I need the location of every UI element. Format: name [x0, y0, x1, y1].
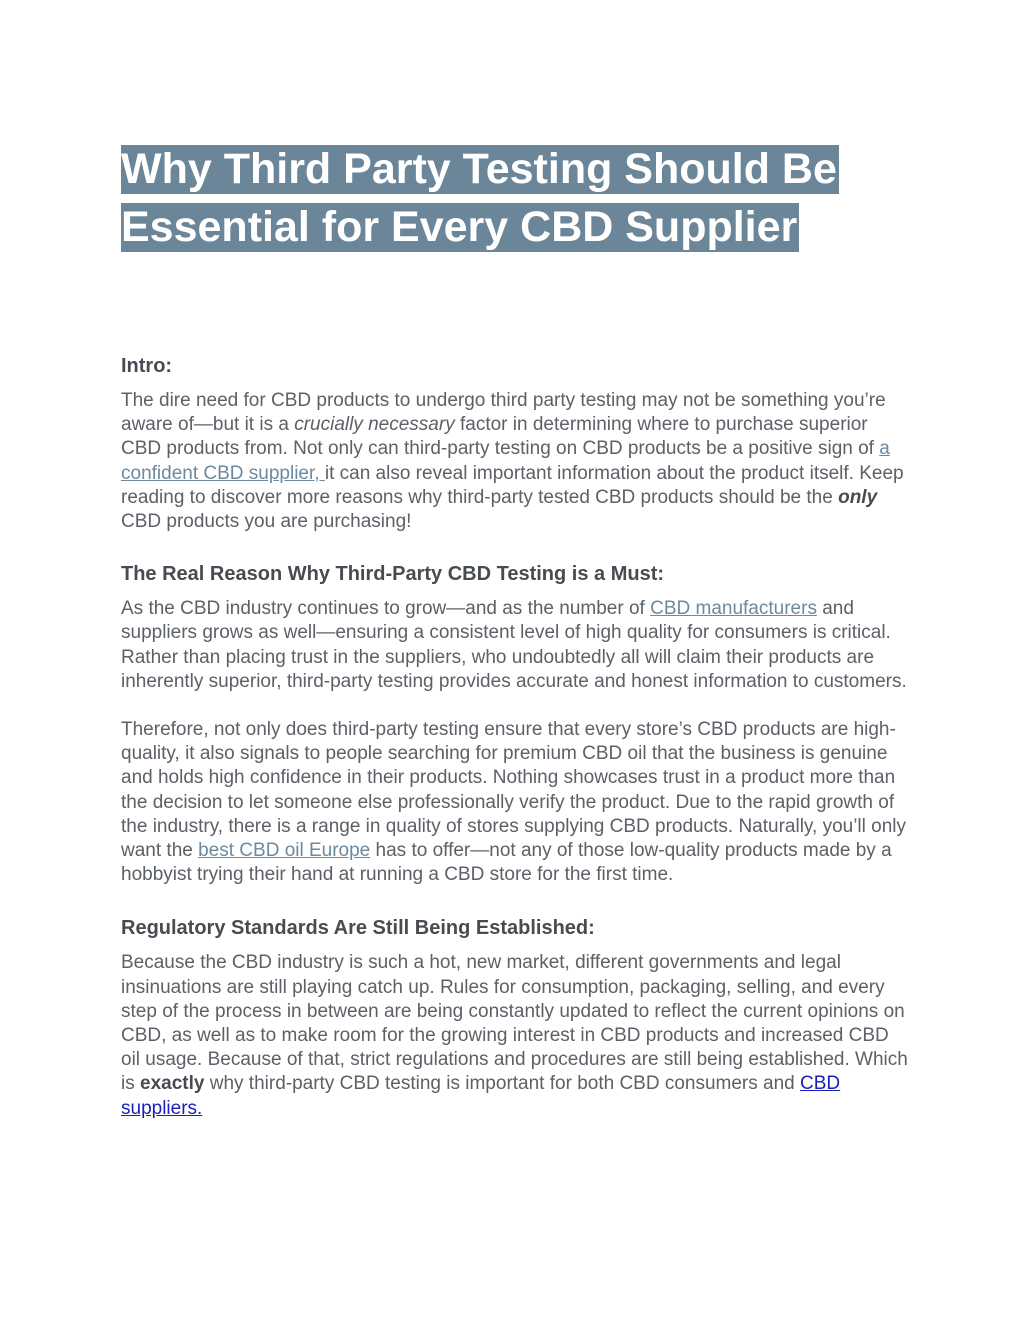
s2p1-text-1: As the CBD industry continues to grow—and as the number of [121, 598, 651, 620]
intro-text-2: factor in determining where to purchase superior CBD products from. Not only can third-party testing on CBD products be a positive sign of [121, 414, 880, 460]
s3-text-1: Because the CBD industry is such a hot, new market, different governments and legal insinuations are still playing catch up. Rules for consumption, packaging, selling, and every step of the process in between are being constantly updated to reflect the current opinions on CBD, as well as to make room for the growing interest in CBD products and increased CBD oil usage. Because of that, strict regulations and procedures are still being established. Which is [121, 952, 908, 1095]
intro-emphasis-only: only [838, 486, 878, 508]
cbd-suppliers-link[interactable]: CBD suppliers. [121, 1073, 841, 1119]
s3-text-2: why third-party CBD testing is important for both CBD consumers and [204, 1073, 801, 1095]
s2p1-text-2: and suppliers grows as well—ensuring a consistent level of high quality for consumers is critical. Rather than placing trust in the suppliers, who undoubtedly all will claim their products are inherently superior, third-party testing provides accurate and honest information to customers. [121, 598, 907, 692]
intro-heading: Intro: [121, 355, 173, 377]
best-cbd-oil-europe-link[interactable]: best CBD oil Europe [198, 840, 371, 862]
cbd-manufacturers-link[interactable]: CBD manufacturers [650, 598, 817, 620]
section3-paragraph [121, 951, 911, 1120]
section-heading-regulatory: Regulatory Standards Are Still Being Established: [121, 917, 595, 940]
document-content [121, 140, 911, 1121]
s2p2-text-2: has to offer—not any of those low-quality products made by a hobbyist trying their hand at running a CBD store for the first time. [121, 840, 892, 886]
page-title [121, 140, 911, 256]
intro-text-1: The dire need for CBD products to undergo third party testing may not be something you’re aware of—but it is a [121, 390, 886, 436]
intro-text-3: it can also reveal important information about the product itself. Keep reading to discover more reasons why third-party tested CBD products should be the [121, 462, 904, 508]
title-line-1: Why Third Party Testing Should Be [121, 145, 837, 193]
section2-paragraph-2 [121, 718, 911, 887]
section-heading-real-reason: The Real Reason Why Third-Party CBD Testing is a Must: [121, 563, 665, 586]
intro-paragraph [121, 389, 911, 534]
title-line-2: Essential for Every CBD Supplier [121, 203, 798, 251]
intro-text-4: CBD products you are purchasing! [121, 511, 412, 533]
confident-supplier-link[interactable]: a confident CBD supplier, [121, 438, 890, 484]
s3-bold-exactly: exactly [140, 1073, 205, 1095]
s2p2-text-1: Therefore, not only does third-party testing ensure that every store’s CBD products are high-quality, it also signals to people searching for premium CBD oil that the business is genuine and holds high confidence in their products. Nothing showcases trust in a product more than the decision to let someone else professionally verify the product. Due to the rapid growth of the industry, there is a range in quality of stores supplying CBD products. Naturally, you’ll only want the [121, 719, 907, 862]
section2-paragraph-1 [121, 597, 911, 694]
intro-emphasis-crucially: crucially necessary [294, 414, 455, 436]
